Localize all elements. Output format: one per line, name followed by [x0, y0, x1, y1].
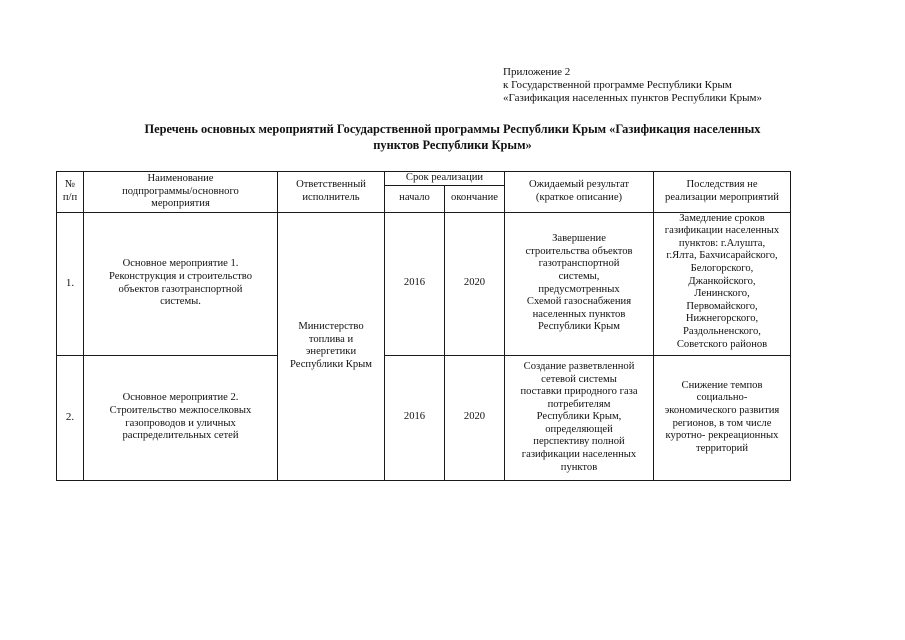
row-end: 2020 — [445, 355, 505, 480]
measures-table — [56, 171, 791, 481]
header-responsible: Ответственный исполнитель — [278, 172, 385, 213]
row-name: Основное мероприятие 1. Реконструкция и строительство объектов газотранспортной системы. — [84, 212, 278, 355]
table-row — [57, 355, 791, 480]
table-header-row — [57, 172, 791, 186]
header-name: Наименование подпрограммы/основного мероприятия — [84, 172, 278, 213]
header-consequences: Последствия не реализации мероприятий — [654, 172, 791, 213]
row-start: 2016 — [385, 212, 445, 355]
row-consequences: Замедление сроков газификации населенных пунктов: г.Алушта, г.Ялта, Бахчисарайского, Белогорского, Джанкойского, Ленинского, Первомайского, Нижнегорского, Раздольненского, Советского районов — [654, 212, 791, 355]
row-consequences: Снижение темпов социально- экономического развития регионов, в том числе куротно- рекреационных территорий — [654, 355, 791, 480]
row-result: Завершение строительства объектов газотранспортной системы, предусмотренных Схемой газоснабжения населенных пунктов Республики Крым — [505, 212, 654, 355]
row-end: 2020 — [445, 212, 505, 355]
header-period: Срок реализации — [385, 172, 505, 186]
row-num: 2. — [57, 355, 84, 480]
header-result: Ожидаемый результат (краткое описание) — [505, 172, 654, 213]
row-result: Создание разветвленной сетевой системы поставки природного газа потребителям Республики Крым, определяющей перспективу полной газификации населенных пунктов — [505, 355, 654, 480]
row-num: 1. — [57, 212, 84, 355]
appendix-note: Приложение 2 к Государственной программе Республики Крым «Газификация населенных пунктов Республики Крым» — [503, 66, 763, 104]
document-title: Перечень основных мероприятий Государственной программы Республики Крым «Газификация населенных пунктов Республики Крым» — [144, 122, 761, 152]
row-name: Основное мероприятие 2. Строительство межпоселковых газопроводов и уличных распределительных сетей — [84, 355, 278, 480]
header-end: окончание — [445, 185, 505, 212]
header-start: начало — [385, 185, 445, 212]
responsible-executor: Министерство топлива и энергетики Республики Крым — [278, 212, 385, 480]
table-row — [57, 212, 791, 355]
header-num: № п/п — [57, 172, 84, 213]
row-start: 2016 — [385, 355, 445, 480]
